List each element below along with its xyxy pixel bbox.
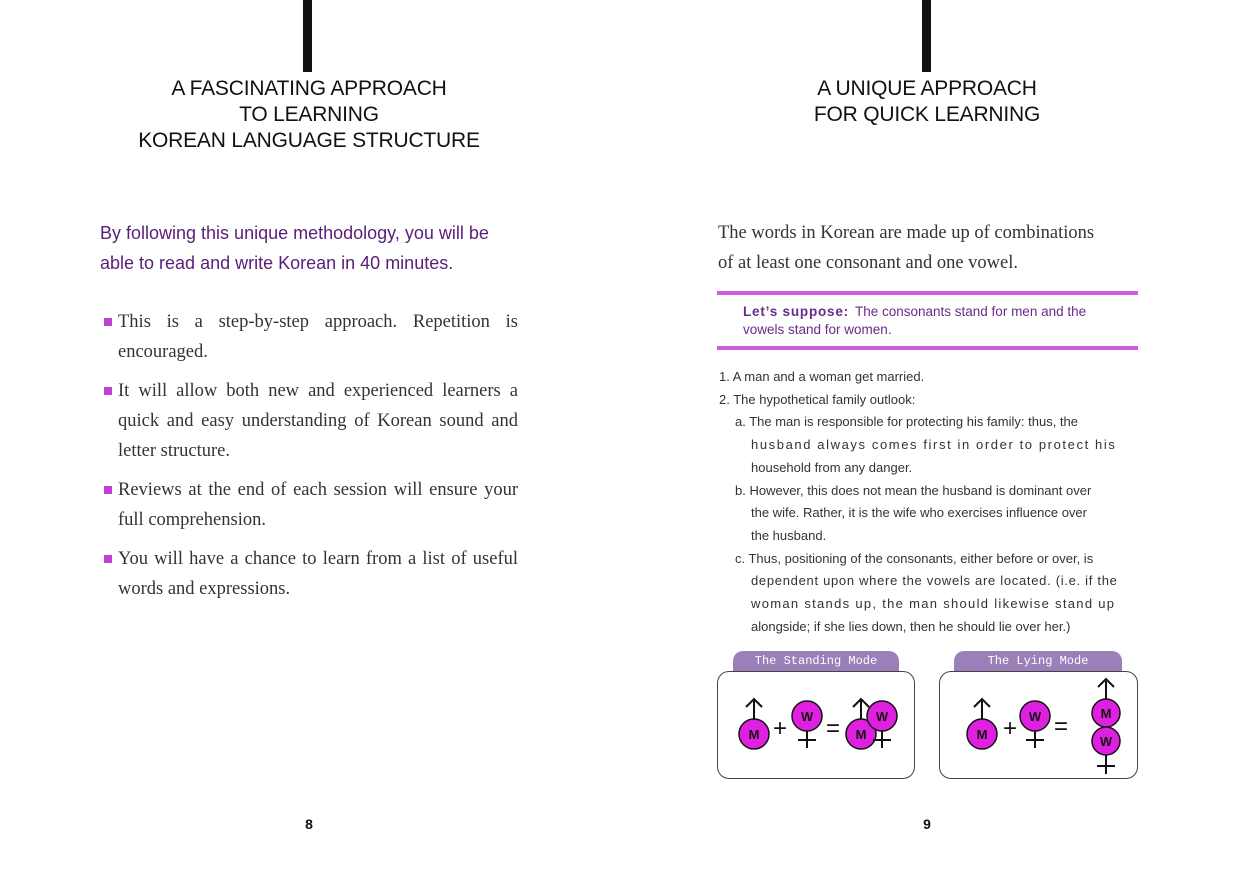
page-title bbox=[618, 76, 1236, 128]
list-item bbox=[104, 475, 518, 535]
step-line: a. The man is responsible for protecting his family: thus, the bbox=[735, 414, 1078, 430]
callout-label: Let’s suppose: bbox=[743, 304, 849, 319]
intro-line: of at least one consonant and one vowel. bbox=[718, 253, 1019, 273]
combined-symbol bbox=[846, 699, 897, 749]
square-bullet-icon bbox=[104, 387, 112, 395]
standing-mode-diagram bbox=[717, 671, 915, 779]
woman-letter: W bbox=[875, 709, 889, 724]
standing-mode-figure bbox=[718, 672, 914, 778]
step-line: the wife. Rather, it is the wife who exercises influence over bbox=[751, 505, 1087, 521]
list-item-text: It will allow both new and experienced learners a quick and easy understanding of Korean sound and letter structure. bbox=[118, 381, 518, 461]
list-item bbox=[104, 544, 518, 604]
standing-mode-tab: The Standing Mode bbox=[733, 651, 899, 672]
equals-sign: = bbox=[825, 715, 841, 742]
step-line: household from any danger. bbox=[751, 459, 913, 475]
combined-symbol bbox=[1092, 679, 1120, 774]
square-bullet-icon bbox=[104, 555, 112, 563]
man-letter: M bbox=[1100, 706, 1112, 721]
list-item bbox=[104, 307, 518, 367]
callout-body: The consonants stand for men and the vowels stand for women. bbox=[743, 304, 1087, 337]
plus-sign: + bbox=[1002, 715, 1018, 742]
woman-letter: W bbox=[1099, 734, 1113, 749]
page-number: 9 bbox=[923, 816, 931, 832]
section-marker-bar bbox=[303, 0, 312, 72]
step-line: b. However, this does not mean the husband is dominant over bbox=[735, 482, 1092, 498]
step-line: 1. A man and a woman get married. bbox=[719, 369, 925, 384]
woman-symbol bbox=[792, 701, 822, 748]
lead-line: By following this unique methodology, you will be bbox=[100, 223, 489, 243]
list-item-text: This is a step-by-step approach. Repetition is encouraged. bbox=[118, 312, 518, 362]
step-line: woman stands up, the man should likewise stand up bbox=[751, 596, 1116, 612]
callout-box bbox=[717, 291, 1138, 350]
page-number: 8 bbox=[305, 816, 313, 832]
lying-mode-tab: The Lying Mode bbox=[954, 651, 1122, 672]
title-line: A FASCINATING APPROACH bbox=[171, 77, 447, 100]
woman-symbol bbox=[1020, 701, 1050, 748]
lead-line: able to read and write Korean in 40 minutes. bbox=[100, 253, 454, 273]
lead-paragraph bbox=[100, 218, 520, 278]
page-title bbox=[0, 76, 618, 154]
intro-line: The words in Korean are made up of combinations bbox=[718, 223, 1095, 243]
man-symbol bbox=[739, 699, 769, 749]
square-bullet-icon bbox=[104, 318, 112, 326]
list-item-text: You will have a chance to learn from a list of useful words and expressions. bbox=[118, 549, 518, 599]
list-item bbox=[104, 376, 518, 466]
man-letter: M bbox=[976, 727, 988, 742]
man-letter: M bbox=[855, 727, 867, 742]
step-line: alongside; if she lies down, then he should lie over her.) bbox=[751, 618, 1071, 634]
step-line: c. Thus, positioning of the consonants, either before or over, is bbox=[735, 550, 1094, 566]
intro-paragraph bbox=[718, 218, 1136, 278]
step-line: the husband. bbox=[751, 527, 827, 543]
right-page bbox=[618, 0, 1236, 880]
step-line: husband always comes first in order to protect his bbox=[751, 437, 1117, 453]
title-line: FOR QUICK LEARNING bbox=[813, 103, 1041, 126]
lying-mode-diagram bbox=[939, 671, 1138, 779]
step-line: dependent upon where the vowels are located. (i.e. if the bbox=[751, 573, 1118, 589]
steps-list bbox=[719, 366, 1136, 638]
section-marker-bar bbox=[922, 0, 931, 72]
lying-mode-figure bbox=[940, 672, 1137, 778]
title-line: A UNIQUE APPROACH bbox=[817, 77, 1037, 100]
title-line: TO LEARNING bbox=[239, 103, 379, 126]
man-letter: M bbox=[748, 727, 760, 742]
woman-letter: W bbox=[800, 709, 814, 724]
plus-sign: + bbox=[772, 715, 788, 742]
callout-text bbox=[743, 303, 1123, 339]
title-line: KOREAN LANGUAGE STRUCTURE bbox=[138, 129, 480, 152]
step-line: 2. The hypothetical family outlook: bbox=[719, 391, 916, 407]
bullet-list bbox=[104, 307, 518, 613]
man-symbol bbox=[967, 699, 997, 749]
equals-sign: = bbox=[1053, 713, 1069, 740]
list-item-text: Reviews at the end of each session will ensure your full comprehension. bbox=[118, 480, 518, 530]
woman-letter: W bbox=[1028, 709, 1042, 724]
square-bullet-icon bbox=[104, 486, 112, 494]
